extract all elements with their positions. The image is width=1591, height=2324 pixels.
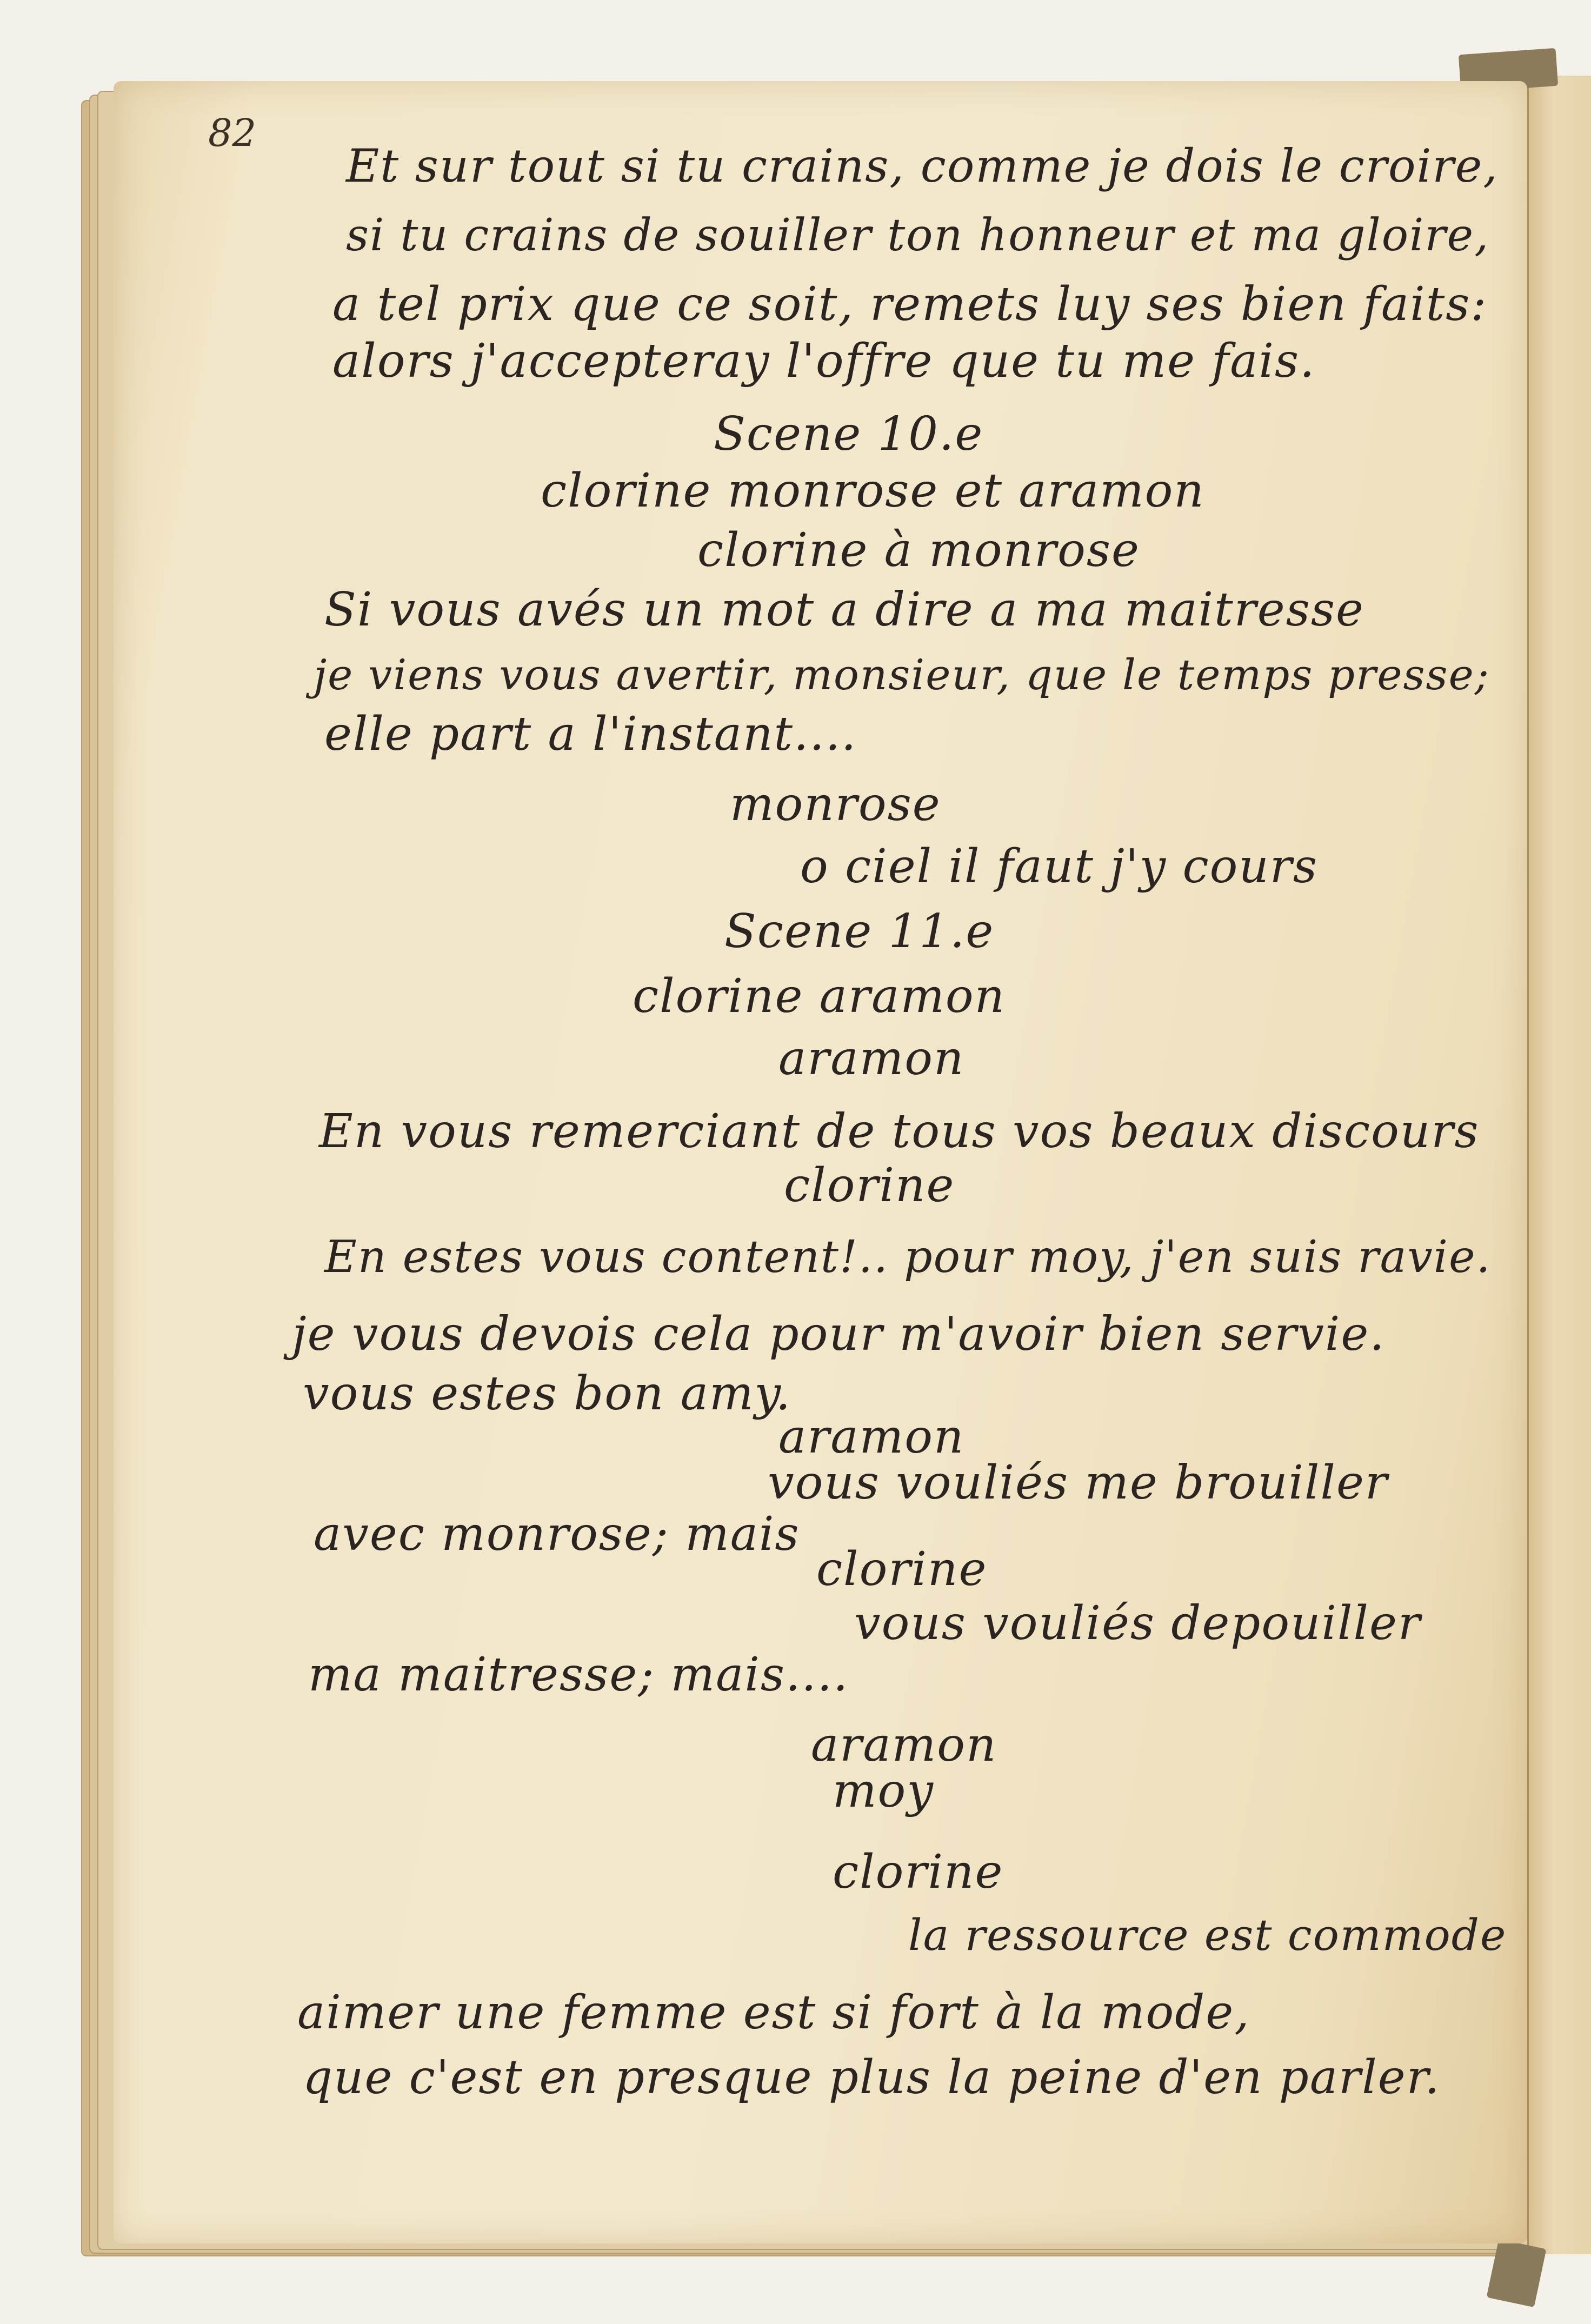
- verse-line: a tel prix que ce soit, remets luy ses bien faits:: [332, 277, 1488, 331]
- speaker-name: clorine: [816, 1542, 988, 1596]
- verse-line: que c'est en presque plus la peine d'en parler.: [303, 2050, 1441, 2105]
- verse-line: ma maitresse; mais....: [308, 1648, 849, 1702]
- verse-line: si tu crains de souiller ton honneur et ma gloire,: [346, 210, 1490, 261]
- verse-line: aimer une femme est si fort à la mode,: [297, 1986, 1250, 2040]
- scene-heading: Scene 11.e: [724, 904, 995, 958]
- speaker-name: clorine: [833, 1845, 1004, 1899]
- verse-line: vous vouliés me brouiller: [768, 1456, 1388, 1510]
- speaker-name: aramon: [778, 1410, 965, 1464]
- speaker-name: aramon: [778, 1031, 965, 1086]
- verse-line: vous vouliés depouiller: [854, 1596, 1422, 1650]
- verse-line: je vous devois cela pour m'avoir bien servie.: [292, 1307, 1386, 1361]
- verse-line: Et sur tout si tu crains, comme je dois le croire,: [346, 139, 1499, 192]
- verse-line: alors j'accepteray l'offre que tu me fais.: [332, 334, 1316, 388]
- folio-mark: 82: [208, 111, 257, 155]
- verse-line: En vous remerciant de tous vos beaux discours: [319, 1104, 1480, 1158]
- character-list: clorine aramon: [633, 969, 1006, 1023]
- verse-line: o ciel il faut j'y cours: [800, 840, 1319, 894]
- speaker-line: moy: [833, 1764, 934, 1818]
- verse-line: je viens vous avertir, monsieur, que le temps presse;: [314, 651, 1490, 700]
- verse-line: avec monrose; mais: [314, 1507, 800, 1561]
- verse-line: Si vous avés un mot a dire a ma maitresse: [324, 583, 1364, 637]
- speaker-name: aramon: [811, 1718, 997, 1772]
- character-list: clorine monrose et aramon: [541, 464, 1205, 518]
- verse-line: En estes vous content!.. pour moy, j'en suis ravie.: [324, 1231, 1492, 1283]
- verse-line: vous estes bon amy.: [303, 1367, 792, 1421]
- speaker-name: clorine: [784, 1158, 955, 1213]
- scene-heading: Scene 10.e: [714, 407, 984, 461]
- verse-line: la ressource est commode: [908, 1910, 1507, 1960]
- speaker-name: monrose: [730, 777, 941, 831]
- verse-line: elle part a l'instant....: [324, 707, 857, 761]
- speaker-name: clorine à monrose: [697, 523, 1140, 577]
